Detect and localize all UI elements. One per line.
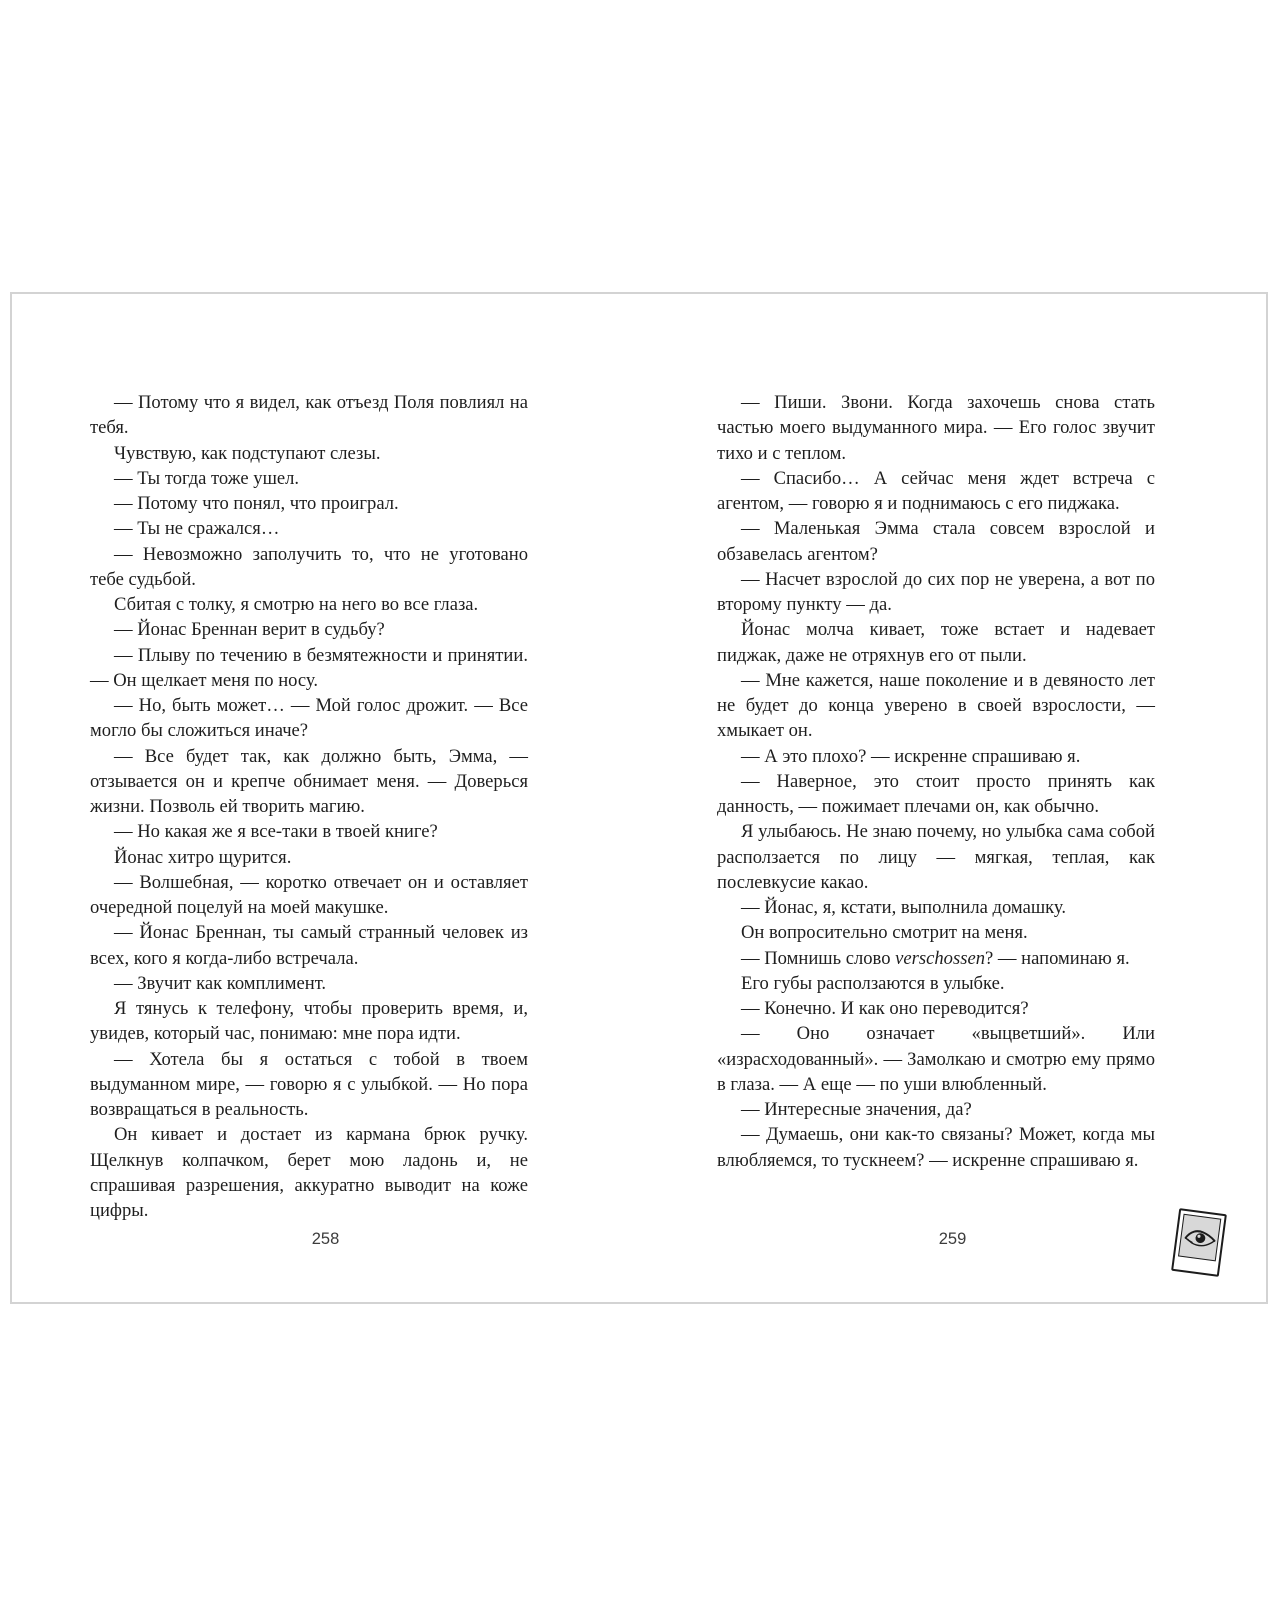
paragraph: — Хотела бы я остаться с тобой в твоем выдуманном мире, — говорю я с улыбкой. — Но пора возвращаться в реальность. xyxy=(90,1048,528,1120)
paragraph: — Наверное, это стоит просто принять как данность, — пожимает плечами он, как обычно. xyxy=(717,770,1155,817)
paragraph: — Потому что я видел, как отъезд Поля повлиял на тебя. xyxy=(90,392,528,439)
paragraph: — Маленькая Эмма стала совсем взрослой и обзавелась агентом? xyxy=(717,518,1155,565)
paragraph: Он кивает и достает из кармана брюк ручку. Щелкнув колпачком, берет мою ладонь и, не спрашивая разрешения, аккуратно выводит на коже цифры. xyxy=(90,1124,528,1221)
paragraph: Я улыбаюсь. Не знаю почему, но улыбка сама собой расползается по лицу — мягкая, теплая, как послевкусие какао. xyxy=(717,821,1155,893)
paragraph: — А это плохо? — искренне спрашиваю я. xyxy=(741,745,1081,767)
paragraph: — Думаешь, они как-то связаны? Может, когда мы влюбляемся, то тускнеем? — искренне спрашиваю я. xyxy=(717,1124,1155,1171)
paragraph: — Плыву по течению в безмятежности и принятии. — Он щелкает меня по носу. xyxy=(90,644,528,691)
paragraph: — Волшебная, — коротко отвечает он и оставляет очередной поцелуй на моей макушке. xyxy=(90,871,528,918)
paragraph: — Помнишь слово verschossen? — напоминаю я. xyxy=(741,947,1130,969)
paragraph: Я тянусь к телефону, чтобы проверить время, и, увидев, который час, понимаю: мне пора идти. xyxy=(90,998,528,1045)
paragraph: — Йонас, я, кстати, выполнила домашку. xyxy=(741,897,1066,918)
paragraph: — Интересные значения, да? xyxy=(741,1099,972,1120)
paragraph: — Но, быть может… — Мой голос дрожит. — Все могло бы сложиться иначе? xyxy=(90,695,528,742)
paragraph: — Ты тогда тоже ушел. xyxy=(114,467,300,489)
polaroid-photo-area xyxy=(1178,1214,1221,1262)
polaroid-eye-icon xyxy=(1171,1208,1227,1277)
paragraph: — Звучит как комплимент. xyxy=(114,972,327,994)
paragraph: — Оно означает «выцветший». Или «израсходованный». — Замолкаю и смотрю ему прямо в глаза. — А еще — по уши влюбленный. xyxy=(717,1023,1155,1095)
paragraph: — Спасибо… А сейчас меня ждет встреча с агентом, — говорю я и поднимаюсь с его пиджака. xyxy=(717,467,1155,514)
paragraph: — Мне кажется, наше поколение и в девяносто лет не будет до конца уверено в своей взрослости, — хмыкает он. xyxy=(717,669,1155,742)
paragraph: — Невозможно заполучить то, что не уготовано тебе судьбой. xyxy=(90,543,528,590)
paragraph: Чувствую, как подступают слезы. xyxy=(114,442,381,464)
paragraph: — Потому что понял, что проиграл. xyxy=(114,493,399,514)
book-page-panel xyxy=(10,292,1268,1304)
page-number-left: 258 xyxy=(311,1230,340,1248)
paragraph: — Йонас Бреннан верит в судьбу? xyxy=(114,619,385,641)
paragraph: Йонас молча кивает, тоже встает и надевает пиджак, даже не отряхнув его от пыли. xyxy=(717,619,1155,666)
paragraph: — Насчет взрослой до сих пор не уверена, а вот по второму пункту — да. xyxy=(717,568,1155,615)
paragraph: Йонас хитро щурится. xyxy=(114,846,292,868)
paragraph: Он вопросительно смотрит на меня. xyxy=(741,922,1028,944)
paragraph: — Ты не сражался… xyxy=(114,518,280,540)
paragraph: Сбитая с толку, я смотрю на него во все глаза. xyxy=(114,594,479,615)
eye-icon xyxy=(1180,1223,1219,1251)
page-259-text xyxy=(717,390,1155,1173)
paragraph: — Но какая же я все-таки в твоей книге? xyxy=(114,821,438,843)
paragraph: — Конечно. И как оно переводится? xyxy=(741,998,1029,1019)
page-258-text xyxy=(90,390,528,1223)
paragraph: Его губы расползаются в улыбке. xyxy=(741,972,1005,994)
paragraph: — Йонас Бреннан, ты самый странный человек из всех, кого я когда-либо встречала. xyxy=(90,922,528,969)
page-number-right: 259 xyxy=(938,1230,967,1248)
paragraph: — Все будет так, как должно быть, Эмма, — отзывается он и крепче обнимает меня. — Доверься жизни. Позволь ей творить магию. xyxy=(90,745,528,817)
paragraph: — Пиши. Звони. Когда захочешь снова стать частью моего выдуманного мира. — Его голос звучит тихо и с теплом. xyxy=(717,392,1155,464)
